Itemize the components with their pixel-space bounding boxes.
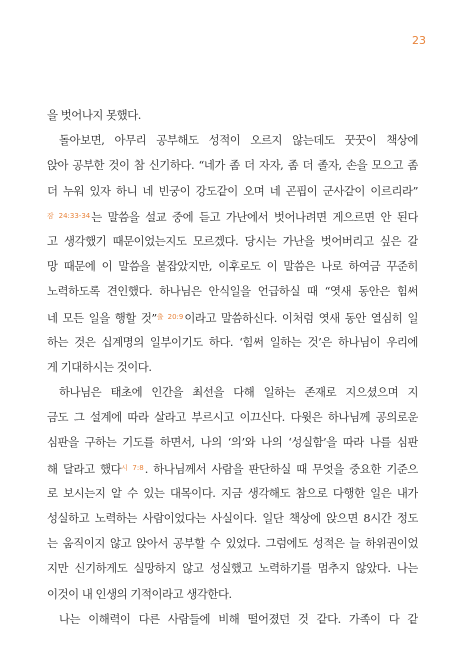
text-line [47, 103, 418, 128]
line-text: 는 움직이지 않고 앉아서 공부할 수 있었다. 그럼에도 성적은 늘 하위권이었 [47, 536, 418, 551]
line-text: 돌아보면, 아무리 공부해도 성적이 오르지 않는데도 꿋꿋이 책상에 [59, 133, 418, 148]
text-line [47, 481, 418, 506]
text-line [47, 430, 418, 455]
text-line [47, 556, 418, 581]
text-line [47, 229, 418, 254]
scripture-reference: 시 7:8 [121, 463, 144, 472]
text-line [47, 456, 418, 481]
text-line [47, 204, 418, 229]
text-line [47, 279, 418, 304]
line-text: 노력하도록 견인했다. 하나님은 안식일을 언급하실 때 “엿새 동안은 힘써 [47, 284, 418, 299]
line-text: 이라고 말씀하신다. 이처럼 엿새 동안 열심히 일 [184, 310, 418, 325]
line-text: . 하나님께서 사람을 판단하실 때 무엇을 중요한 기준으 [144, 461, 418, 476]
line-text: 하나님은 태초에 인간을 최선을 다해 일하는 존재로 지으셨으며 지 [59, 385, 418, 400]
text-line [47, 607, 418, 632]
line-text: 금도 그 설계에 따라 살라고 부르시고 이끄신다. 다윗은 하나님께 공의로운 [47, 410, 418, 425]
text-line [47, 330, 418, 355]
text-line [47, 582, 418, 607]
line-text: 을 벗어나지 못했다. [47, 108, 141, 122]
line-text: 성실하고 노력하는 사람이었다는 사실이다. 일단 책상에 앉으면 8시간 정도 [47, 511, 418, 525]
line-text: 고 생각했기 때문이었는지도 모르겠다. 당시는 가난을 벗어버리고 싶은 갈 [47, 233, 418, 248]
text-line [47, 153, 418, 178]
body-text [47, 103, 418, 632]
line-text: 하는 것은 십계명의 일부이기도 하다. ‘힘써 일하는 것’은 하나님이 우리에 [47, 334, 418, 349]
line-text: 로 보시는지 알 수 있는 대목이다. 지금 생각해도 참으로 다행한 일은 내가 [47, 485, 418, 500]
text-line [47, 305, 418, 330]
line-text: 네 모든 일을 행할 것” [47, 310, 157, 325]
text-line [47, 254, 418, 279]
scripture-reference: 출 20:9 [156, 312, 184, 321]
text-line [47, 506, 418, 531]
line-text: 더 누워 있자 하니 네 빈궁이 강도같이 오며 네 곤핍이 군사같이 이르리라” [47, 183, 418, 198]
line-text: 심판을 구하는 기도를 하면서, 나의 ‘의’와 나의 ‘성실함’을 따라 나를 심판 [47, 435, 418, 450]
text-line [47, 355, 418, 380]
text-line [47, 405, 418, 430]
line-text: 해 달라고 했다 [47, 461, 122, 476]
line-text: 앉아 공부한 것이 참 신기하다. “네가 좀 더 자자, 좀 더 졸자, 손을 모으고 좀 [47, 158, 418, 173]
text-line [47, 380, 418, 405]
line-text: 지만 신기하게도 실망하지 않고 성실했고 노력하기를 멈추지 않았다. 나는 [47, 561, 418, 576]
text-line [47, 531, 418, 556]
text-line [47, 179, 418, 204]
text-line [47, 128, 418, 153]
page-number: 23 [412, 34, 426, 47]
line-text: 망 때문에 이 말씀을 붙잡았지만, 이후로도 이 말씀은 나로 하여금 꾸준히 [47, 259, 418, 274]
scripture-reference: 잠 24:33-34 [47, 211, 91, 220]
line-text: 게 기대하시는 것이다. [47, 359, 152, 374]
line-text: 는 말씀을 설교 중에 듣고 가난에서 벗어나려면 게으르면 안 된다 [91, 209, 418, 224]
line-text: 이것이 내 인생의 기적이라고 생각한다. [47, 586, 232, 601]
line-text: 나는 이해력이 다른 사람들에 비해 떨어졌던 것 같다. 가족이 다 같 [59, 611, 418, 626]
